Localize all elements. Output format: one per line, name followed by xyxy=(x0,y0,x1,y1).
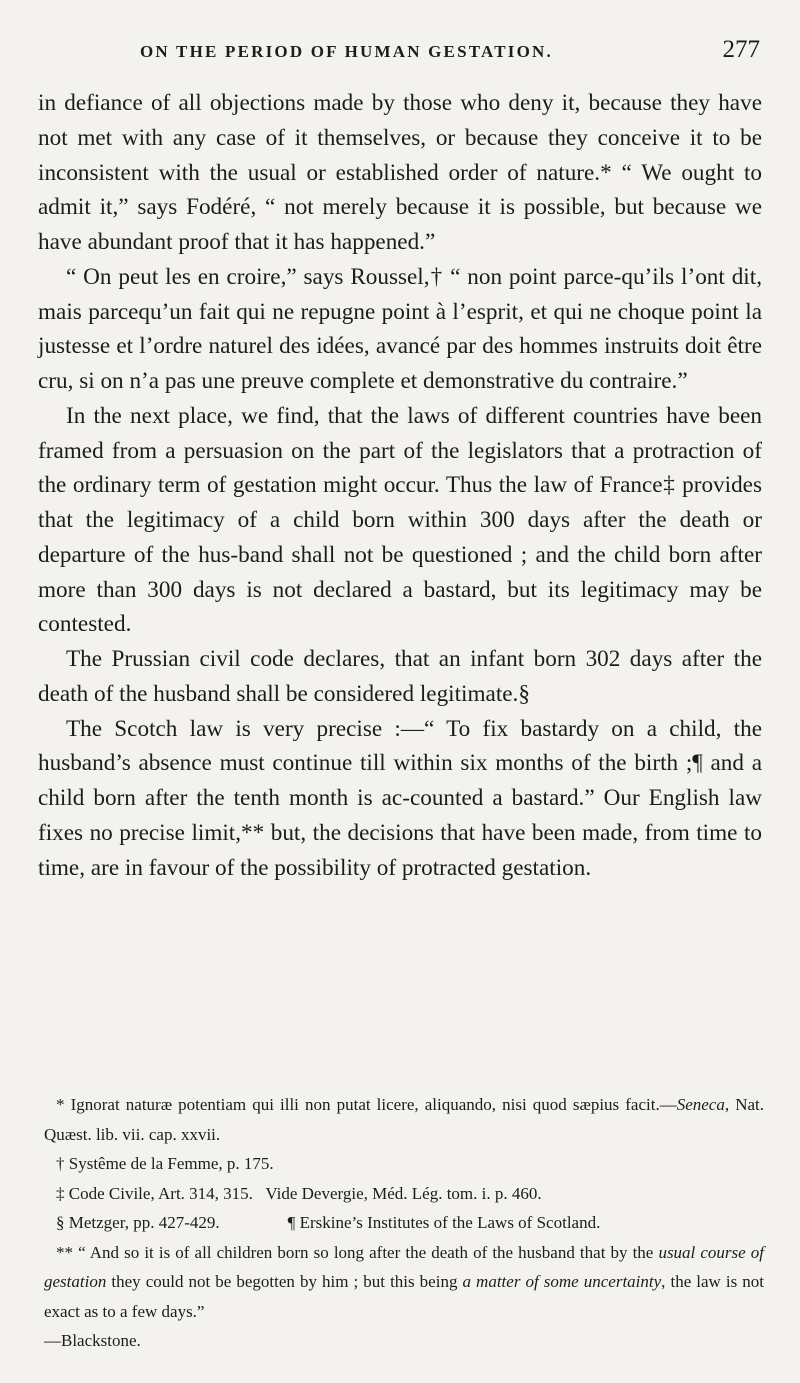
footnote-4-row xyxy=(44,1208,764,1238)
running-title: ON THE PERIOD OF HUMAN GESTATION. xyxy=(140,42,553,61)
footnote-6: ** “ And so it is of all children born so long after the death of the husband that by the usual course of gestation they could not be begotten by him ; but this being a matter of some uncertainty, the law is not exact as to a few days.” xyxy=(44,1242,764,1321)
footnote-3: ‡ Code Civile, Art. 314, 315. Vide Devergie, Méd. Lég. tom. i. p. 460. xyxy=(56,1183,542,1203)
footnote-4: § Metzger, pp. 427-429. xyxy=(56,1213,220,1232)
footnote-5: ¶ Erskine’s Institutes of the Laws of Scotland. xyxy=(287,1213,601,1232)
page-number: 277 xyxy=(722,36,760,63)
paragraph-1: in defiance of all objections made by those who deny it, because they have not met with any case of it themselves, or because they conceive it to be inconsistent with the usual or established order of nature.* “ We ought to admit it,” says Fodéré, “ not merely because it is possible, but because we have abundant proof that it has happened.” xyxy=(38,90,762,255)
footnote-1-author: Seneca xyxy=(676,1095,725,1114)
paragraph-5: The Scotch law is very precise :—“ To fix bastardy on a child, the husband’s absence must continue till within six months of the birth ;¶ and a child born after the tenth month is ac-counted a bastard.” Our English law fixes no precise limit,** but, the decisions that have been made, from time to time, are in favour of the possibility of protracted gestation. xyxy=(38,715,762,881)
footnote-2: † Systême de la Femme, p. 175. xyxy=(56,1154,274,1173)
footnote-1: * Ignorat naturæ potentiam qui illi non putat licere, aliquando, nisi quod sæpius facit.—Seneca, Nat. Quæst. lib. vii. cap. xxvii. xyxy=(44,1095,764,1144)
footnote-6-italic-2: a matter of some uncertainty xyxy=(462,1272,662,1291)
paragraph-4: The Prussian civil code declares, that an infant born 302 days after the death of the husband shall be considered legitimate.§ xyxy=(38,646,762,707)
footnote-6-source: —Blackstone. xyxy=(44,1331,141,1350)
main-text xyxy=(38,86,762,885)
page-header xyxy=(140,36,760,68)
paragraph-3: In the next place, we find, that the laws of different countries have been framed from a persuasion on the part of the legislators that a protraction of the ordinary term of gestation might occur. Thus the law of France‡ provides that the legitimacy of a child born within 300 days after the death or departure of the hus-band shall not be questioned ; and the child born after more than 300 days is not declared a bastard, but its legitimacy may be contested. xyxy=(38,402,762,638)
footnote-6-italic-1: usual course of gestation xyxy=(44,1242,764,1291)
footnotes xyxy=(44,1090,764,1356)
paragraph-2: “ On peut les en croire,” says Roussel,† “ non point parce-qu’ils l’ont dit, mais parcequ’un fait qui ne repugne point à l’esprit, et qui ne choque point la justesse et l’ordre naturel des idées, avancé par des hommes instruits doit être cru, si on n’a pas une preuve complete et demonstrative du contraire.” xyxy=(38,263,762,394)
